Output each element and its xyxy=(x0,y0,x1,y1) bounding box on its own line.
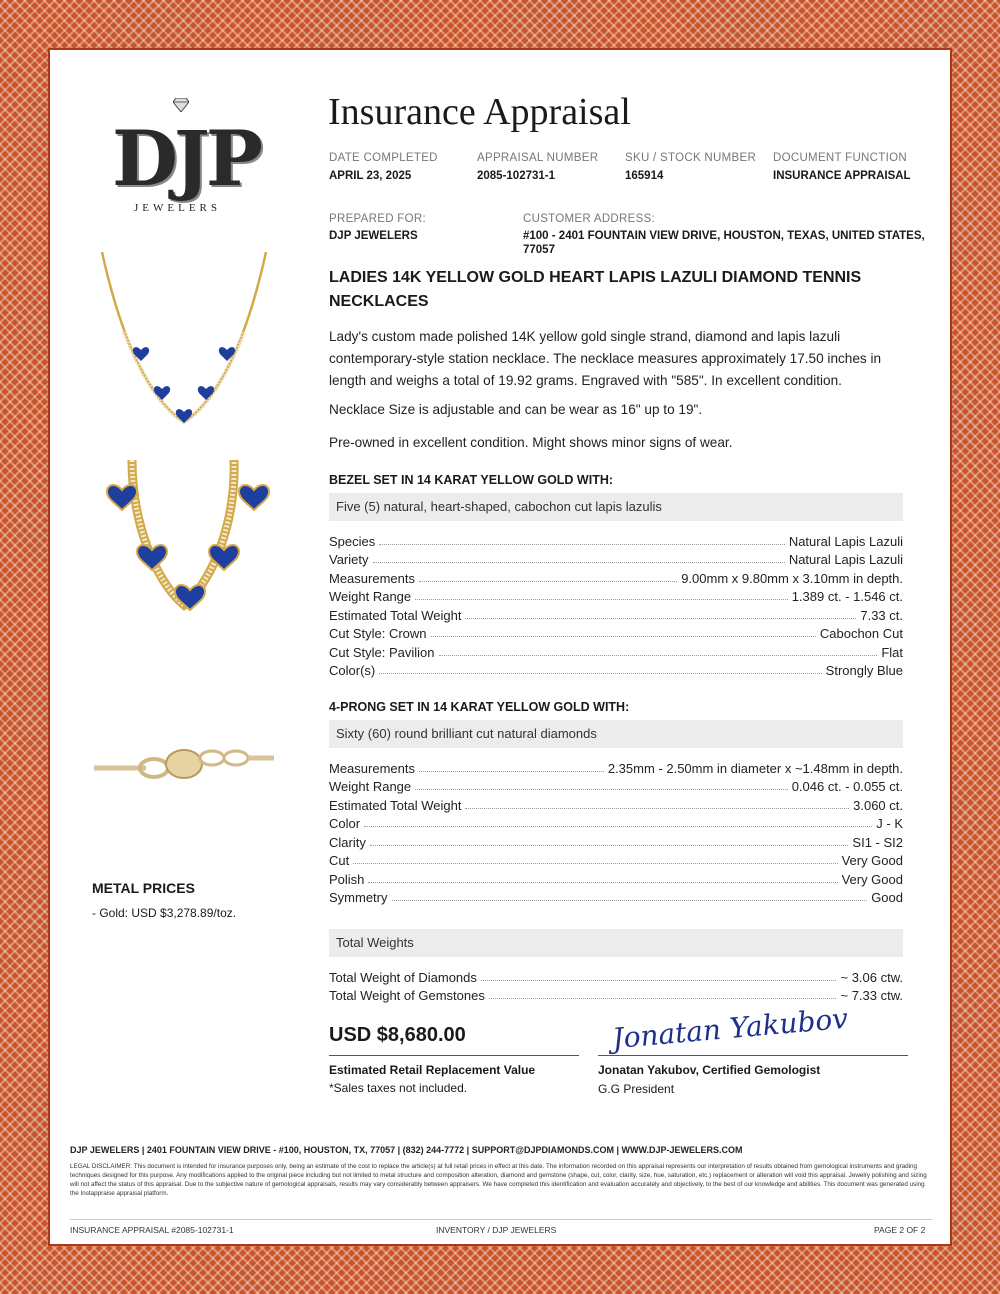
bezel-spec-row xyxy=(329,567,903,586)
prong-spec-key: Clarity xyxy=(329,834,366,850)
prong-spec-row xyxy=(329,776,903,795)
bezel-band: Five (5) natural, heart-shaped, cabochon cut lapis lazulis xyxy=(329,493,903,521)
dot-leader xyxy=(379,544,785,545)
dot-leader xyxy=(379,673,821,674)
bezel-spec-value: 9.00mm x 9.80mm x 3.10mm in depth. xyxy=(681,570,903,586)
logo-subtitle: JEWELERS xyxy=(134,202,221,214)
prong-spec-value: 2.35mm - 2.50mm in diameter x ~1.48mm in depth. xyxy=(607,760,903,776)
dot-leader xyxy=(373,562,785,563)
necklace-photo-full xyxy=(94,252,274,432)
appraisal-number-label: APPRAISAL NUMBER xyxy=(477,152,599,164)
signature: Jonatan Yakubov xyxy=(611,1001,850,1056)
prepared-for-label: PREPARED FOR: xyxy=(329,213,426,225)
dot-leader xyxy=(489,998,837,999)
prong-spec-value: Very Good xyxy=(841,871,903,887)
prong-spec-row xyxy=(329,850,903,869)
bezel-spec-row xyxy=(329,530,903,549)
prong-spec-row xyxy=(329,813,903,832)
total-weight-value: ~ 3.06 ctw. xyxy=(840,969,903,985)
item-description xyxy=(329,326,909,392)
dot-leader xyxy=(419,771,604,772)
dot-leader xyxy=(364,826,872,827)
legal-disclaimer: LEGAL DISCLAIMER: This document is intended for insurance purposes only, being an estimate of the cost to replace the article(s) at full retail prices in effect at this date. The information recorded on this appraisal represents our interpretation of results obtained from gemological instruments and grading techniques designed for this purpose. Any modifications applied to the original piece including but not limited to metal structure and composition alteration, diamond and gemstone (shape, cut, color, clarity, size, hue, saturation, etc.) replacement or alteration will void this appraisal. Jewelry polishing and sizing will not affect the status of this appraisal. Due to the subjective nature of gemological appraisals, results may vary considerably between appraisers. We have completed this identification and evaluation accurately and objectively, to the best of our knowledge and abilities. This document was generated using the Instappraise appraisal platform. xyxy=(70,1163,927,1197)
bezel-spec-key: Estimated Total Weight xyxy=(329,607,462,623)
prong-spec-value: J - K xyxy=(876,816,903,831)
item-description-line3: length and weighs a total of 19.92 grams. Engraved with "585". In excellent condition. xyxy=(329,373,842,388)
necklace-photo-closeup xyxy=(94,460,274,640)
bezel-spec-row xyxy=(329,623,903,642)
total-weights-list xyxy=(329,966,903,1003)
prong-spec-row xyxy=(329,757,903,776)
dot-leader xyxy=(392,900,868,901)
prong-spec-key: Estimated Total Weight xyxy=(329,797,462,813)
value-label: Estimated Retail Replacement Value xyxy=(329,1063,536,1077)
dot-leader xyxy=(415,599,788,600)
total-weights-band: Total Weights xyxy=(329,929,903,957)
bezel-spec-key: Weight Range xyxy=(329,589,412,604)
dot-leader xyxy=(415,789,788,790)
customer-address-label: CUSTOMER ADDRESS: xyxy=(523,213,656,225)
dot-leader xyxy=(419,581,677,582)
item-title-line1: LADIES 14K YELLOW GOLD HEART LAPIS LAZULI DIAMOND TENNIS xyxy=(329,269,862,286)
prong-spec-value: Good xyxy=(871,890,903,905)
bezel-spec-key: Cut Style: Pavilion xyxy=(329,644,435,660)
signature-line xyxy=(598,1055,908,1056)
item-description-line2: contemporary-style station necklace. The necklace measures approximately 17.50 inches in xyxy=(329,351,882,366)
bezel-spec-value: Natural Lapis Lazuli xyxy=(788,533,903,549)
bezel-spec-row xyxy=(329,604,903,623)
bezel-spec-value: Natural Lapis Lazuli xyxy=(788,552,903,567)
document-function-label: DOCUMENT FUNCTION xyxy=(773,152,907,164)
date-completed-label: DATE COMPLETED xyxy=(329,152,438,164)
bezel-spec-key: Species xyxy=(329,533,376,549)
prepared-for-value: DJP JEWELERS xyxy=(329,230,418,242)
dot-leader xyxy=(368,882,837,883)
prong-spec-list xyxy=(329,757,903,905)
dot-leader xyxy=(465,618,856,619)
dot-leader xyxy=(431,636,816,637)
sku-value: 165914 xyxy=(625,170,664,182)
prong-spec-value: 3.060 ct. xyxy=(853,797,903,813)
footer-contact: DJP JEWELERS | 2401 FOUNTAIN VIEW DRIVE - #100, HOUSTON, TX, 77057 | (832) 244-7772 | SUPPORT@DJPDIAMONDS.COM | WWW.DJP-JEWELERS.COM xyxy=(70,1145,743,1155)
bezel-spec-key: Cut Style: Crown xyxy=(329,626,427,641)
item-title-line2: NECKLACES xyxy=(329,293,429,310)
total-weight-key: Total Weight of Gemstones xyxy=(329,988,485,1003)
prong-band: Sixty (60) round brilliant cut natural diamonds xyxy=(329,720,903,748)
prong-spec-value: 0.046 ct. - 0.055 ct. xyxy=(791,779,903,794)
gold-price: - Gold: USD $3,278.89/toz. xyxy=(92,906,237,920)
prong-spec-row xyxy=(329,794,903,813)
bezel-spec-list xyxy=(329,530,903,678)
customer-address-line1: #100 - 2401 FOUNTAIN VIEW DRIVE, HOUSTON, TEXAS, UNITED STATES, xyxy=(523,230,925,242)
page-title: Insurance Appraisal xyxy=(328,91,631,133)
dot-leader xyxy=(481,980,837,981)
bezel-heading: BEZEL SET IN 14 KARAT YELLOW GOLD WITH: xyxy=(329,473,614,487)
bezel-spec-value: Strongly Blue xyxy=(825,663,903,678)
sku-label: SKU / STOCK NUMBER xyxy=(625,152,757,164)
bezel-spec-row xyxy=(329,641,903,660)
dot-leader xyxy=(370,845,849,846)
total-weight-row xyxy=(329,985,903,1004)
signer-title: G.G President xyxy=(598,1082,675,1096)
total-weight-key: Total Weight of Diamonds xyxy=(329,969,477,985)
appraised-price: USD $8,680.00 xyxy=(329,1024,466,1046)
size-note: Necklace Size is adjustable and can be wear as 16" up to 19". xyxy=(329,402,703,417)
page-number: PAGE 2 OF 2 xyxy=(874,1225,926,1235)
djp-logo xyxy=(106,92,260,222)
prong-spec-key: Symmetry xyxy=(329,890,388,905)
bezel-spec-key: Measurements xyxy=(329,570,415,586)
prong-spec-key: Polish xyxy=(329,871,365,887)
prong-spec-row xyxy=(329,868,903,887)
document-function-value: INSURANCE APPRAISAL xyxy=(773,170,911,182)
price-underline xyxy=(329,1055,579,1056)
prong-spec-key: Color xyxy=(329,816,361,831)
bezel-spec-row xyxy=(329,586,903,605)
prong-spec-value: SI1 - SI2 xyxy=(852,834,903,850)
total-weight-value: ~ 7.33 ctw. xyxy=(840,988,903,1003)
dot-leader xyxy=(439,655,878,656)
appraisal-number-value: 2085-102731-1 xyxy=(477,170,556,182)
bezel-spec-value: 7.33 ct. xyxy=(860,607,903,623)
footer-inventory: INVENTORY / DJP JEWELERS xyxy=(436,1225,557,1235)
signer-name: Jonatan Yakubov, Certified Gemologist xyxy=(598,1063,821,1077)
total-weight-row xyxy=(329,966,903,985)
logo-letters: DJP xyxy=(112,114,260,203)
bezel-spec-value: Flat xyxy=(881,644,903,660)
bezel-spec-key: Color(s) xyxy=(329,663,376,678)
item-description-line1: Lady's custom made polished 14K yellow gold single strand, diamond and lapis lazuli xyxy=(329,329,841,344)
prong-spec-value: Very Good xyxy=(841,853,903,868)
bezel-spec-value: 1.389 ct. - 1.546 ct. xyxy=(791,589,903,604)
document-body xyxy=(52,52,948,1242)
dot-leader xyxy=(353,863,837,864)
prong-spec-key: Cut xyxy=(329,853,350,868)
footer-appraisal-id: INSURANCE APPRAISAL #2085-102731-1 xyxy=(70,1225,234,1235)
prong-spec-row xyxy=(329,887,903,906)
prong-heading: 4-PRONG SET IN 14 KARAT YELLOW GOLD WITH: xyxy=(329,700,630,714)
customer-address-line2: 77057 xyxy=(523,244,555,256)
date-completed-value: APRIL 23, 2025 xyxy=(329,170,412,182)
diamond-icon xyxy=(173,98,189,112)
bezel-spec-key: Variety xyxy=(329,552,369,567)
metal-prices-heading: METAL PRICES xyxy=(92,880,195,896)
item-title xyxy=(329,266,929,314)
prong-spec-row xyxy=(329,831,903,850)
prong-spec-key: Weight Range xyxy=(329,779,412,794)
footer-divider xyxy=(70,1219,932,1220)
tax-note: *Sales taxes not included. xyxy=(329,1081,468,1095)
bezel-spec-row xyxy=(329,660,903,679)
prong-spec-key: Measurements xyxy=(329,760,415,776)
condition-note: Pre-owned in excellent condition. Might shows minor signs of wear. xyxy=(329,435,733,450)
dot-leader xyxy=(465,808,849,809)
bezel-spec-row xyxy=(329,549,903,568)
bezel-spec-value: Cabochon Cut xyxy=(819,626,903,641)
clasp-photo xyxy=(94,672,274,852)
